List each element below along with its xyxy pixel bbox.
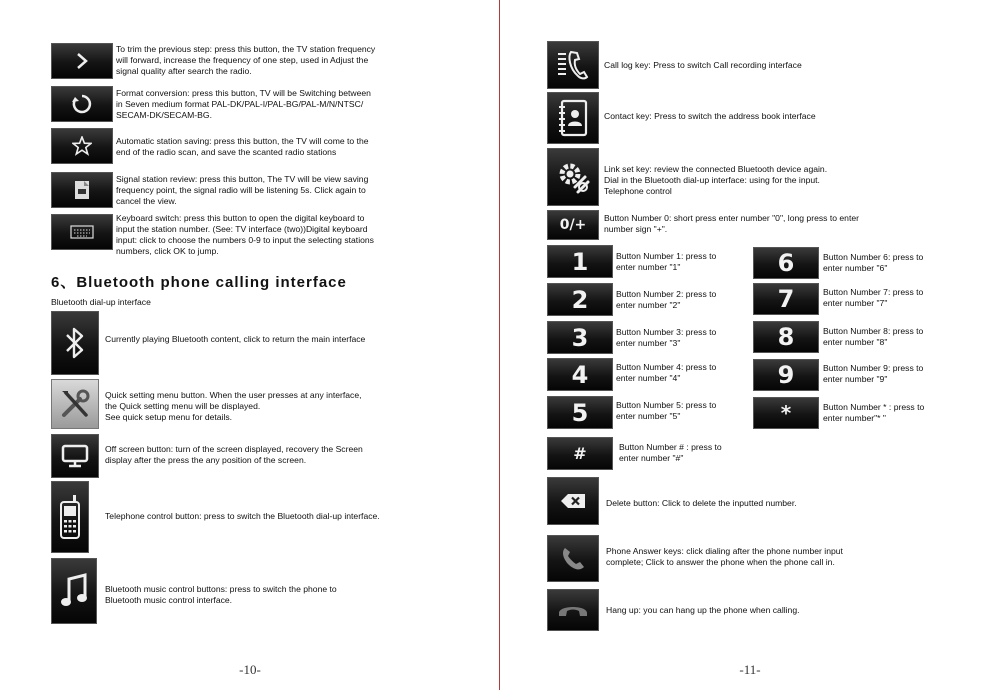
number-1-description: Button Number 1: press to enter number "1" xyxy=(616,251,717,272)
bluetooth-description: Currently playing Bluetooth content, click to return the main interface xyxy=(105,334,366,344)
number-9-label: 9 xyxy=(777,361,795,389)
number-4-label: 4 xyxy=(571,360,589,389)
hash-icon[interactable] xyxy=(547,437,613,470)
keyboard-icon[interactable] xyxy=(51,214,113,250)
signal-review-icon[interactable] xyxy=(51,172,113,208)
number-2-button[interactable] xyxy=(547,283,613,316)
telephone-control-description: Telephone control button: press to switch the Bluetooth dial-up interface. xyxy=(105,511,380,521)
asterisk-button[interactable] xyxy=(753,397,819,429)
phone-answer-description: Phone Answer keys: click dialing after the phone number input complete; Click to answer the phone when the phone call in. xyxy=(606,546,843,567)
bluetooth-music-description: Bluetooth music control buttons: press to switch the phone to Bluetooth music control interface. xyxy=(105,584,337,605)
number-8-button[interactable] xyxy=(753,321,819,353)
hash-description: Button Number # : press to enter number "#" xyxy=(619,442,722,463)
number-2-label: 2 xyxy=(571,285,589,314)
page-number-right: -11- xyxy=(739,662,761,677)
number-1-button[interactable] xyxy=(547,245,613,278)
number-2-description: Button Number 2: press to enter number "2" xyxy=(616,289,717,310)
quick-setting-description: Quick setting menu button. When the user presses at any interface, the Quick setting menu will be displayed. See quick setup menu for details. xyxy=(105,390,362,422)
link-settings-icon[interactable] xyxy=(547,148,599,206)
signal-review-description: Signal station review: press this button, The TV will be view saving frequency point, the signal radio will be listening 5s. Click again to cancel the view. xyxy=(116,174,369,206)
refresh-icon[interactable] xyxy=(51,86,113,122)
link-set-description: Link set key: review the connected Bluetooth device again. Dial in the Bluetooth dial-up interface: using for the input. Telephone control xyxy=(604,164,828,196)
number-9-description: Button Number 9: press to enter number "9" xyxy=(823,363,924,384)
number-6-button[interactable] xyxy=(753,247,819,279)
section-subheading: Bluetooth dial-up interface xyxy=(51,297,151,307)
zero-plus-label: 0/+ xyxy=(559,217,587,233)
number-1-label: 1 xyxy=(571,247,589,276)
number-7-description: Button Number 7: press to enter number "7" xyxy=(823,287,924,308)
trim-step-description: To trim the previous step: press this button, the TV station frequency will forward, increase the frequency of one step, used in Adjust the signal quality after search the radio. xyxy=(116,44,376,76)
auto-save-description: Automatic station saving: press this button, the TV will come to the end of the radio scan, and save the scanted radio stations xyxy=(116,136,369,157)
number-9-button[interactable] xyxy=(753,359,819,391)
format-conversion-description: Format conversion: press this button, TV will be Switching between in Seven medium format PAL-DK/PAL-I/PAL-BG/PAL-M/N/NTSC/ SECAM-DK/SECAM-BG. xyxy=(116,88,371,120)
number-5-button[interactable] xyxy=(547,396,613,429)
contacts-description: Contact key: Press to switch the address book interface xyxy=(604,111,816,121)
delete-description: Delete button: Click to delete the inputted number. xyxy=(606,498,797,508)
backspace-icon[interactable] xyxy=(547,477,599,525)
phone-answer-icon[interactable] xyxy=(547,535,599,582)
off-screen-description: Off screen button: turn of the screen displayed, recovery the Screen display after the press the any position of the screen. xyxy=(105,444,363,465)
hash-label: # xyxy=(573,444,587,463)
music-note-icon[interactable] xyxy=(51,558,97,624)
asterisk-label: * xyxy=(780,401,792,425)
number-6-description: Button Number 6: press to enter number "6" xyxy=(823,252,924,273)
asterisk-description: Button Number * : press to enter number"* " xyxy=(823,402,925,423)
number-3-description: Button Number 3: press to enter number "3" xyxy=(616,327,717,348)
call-log-description: Call log key: Press to switch Call recording interface xyxy=(604,60,802,70)
section-heading: 6、Bluetooth phone calling interface xyxy=(51,274,347,291)
number-3-label: 3 xyxy=(571,323,589,352)
monitor-icon[interactable] xyxy=(51,434,99,478)
number-8-label: 8 xyxy=(777,323,795,351)
mobile-phone-icon[interactable] xyxy=(51,481,89,553)
call-log-icon[interactable] xyxy=(547,41,599,89)
zero-plus-icon[interactable] xyxy=(547,210,599,240)
bluetooth-icon[interactable] xyxy=(51,311,99,375)
hang-up-icon[interactable] xyxy=(547,589,599,631)
number-6-label: 6 xyxy=(777,249,795,277)
number-7-button[interactable] xyxy=(753,283,819,315)
page-right xyxy=(500,0,1000,690)
button-zero-description: Button Number 0: short press enter number "0", long press to enter number sign "+". xyxy=(604,213,859,234)
number-3-button[interactable] xyxy=(547,321,613,354)
number-4-button[interactable] xyxy=(547,358,613,391)
star-icon[interactable] xyxy=(51,128,113,164)
number-5-description: Button Number 5: press to enter number "5" xyxy=(616,400,717,421)
tools-icon[interactable] xyxy=(51,379,99,429)
number-8-description: Button Number 8: press to enter number "8" xyxy=(823,326,924,347)
hang-up-description: Hang up: you can hang up the phone when calling. xyxy=(606,605,800,615)
chevron-right-icon[interactable] xyxy=(51,43,113,79)
number-4-description: Button Number 4: press to enter number "4" xyxy=(616,362,717,383)
number-7-label: 7 xyxy=(777,285,795,313)
page-number-left: -10- xyxy=(239,662,261,677)
number-5-label: 5 xyxy=(571,398,589,427)
contacts-book-icon[interactable] xyxy=(547,92,599,144)
keyboard-switch-description: Keyboard switch: press this button to open the digital keyboard to input the station number. (See: TV interface (two))Digital keyboard input: click to choose the numbers 0-9 to input the selecting stations numbers, click OK to jump. xyxy=(116,213,374,256)
